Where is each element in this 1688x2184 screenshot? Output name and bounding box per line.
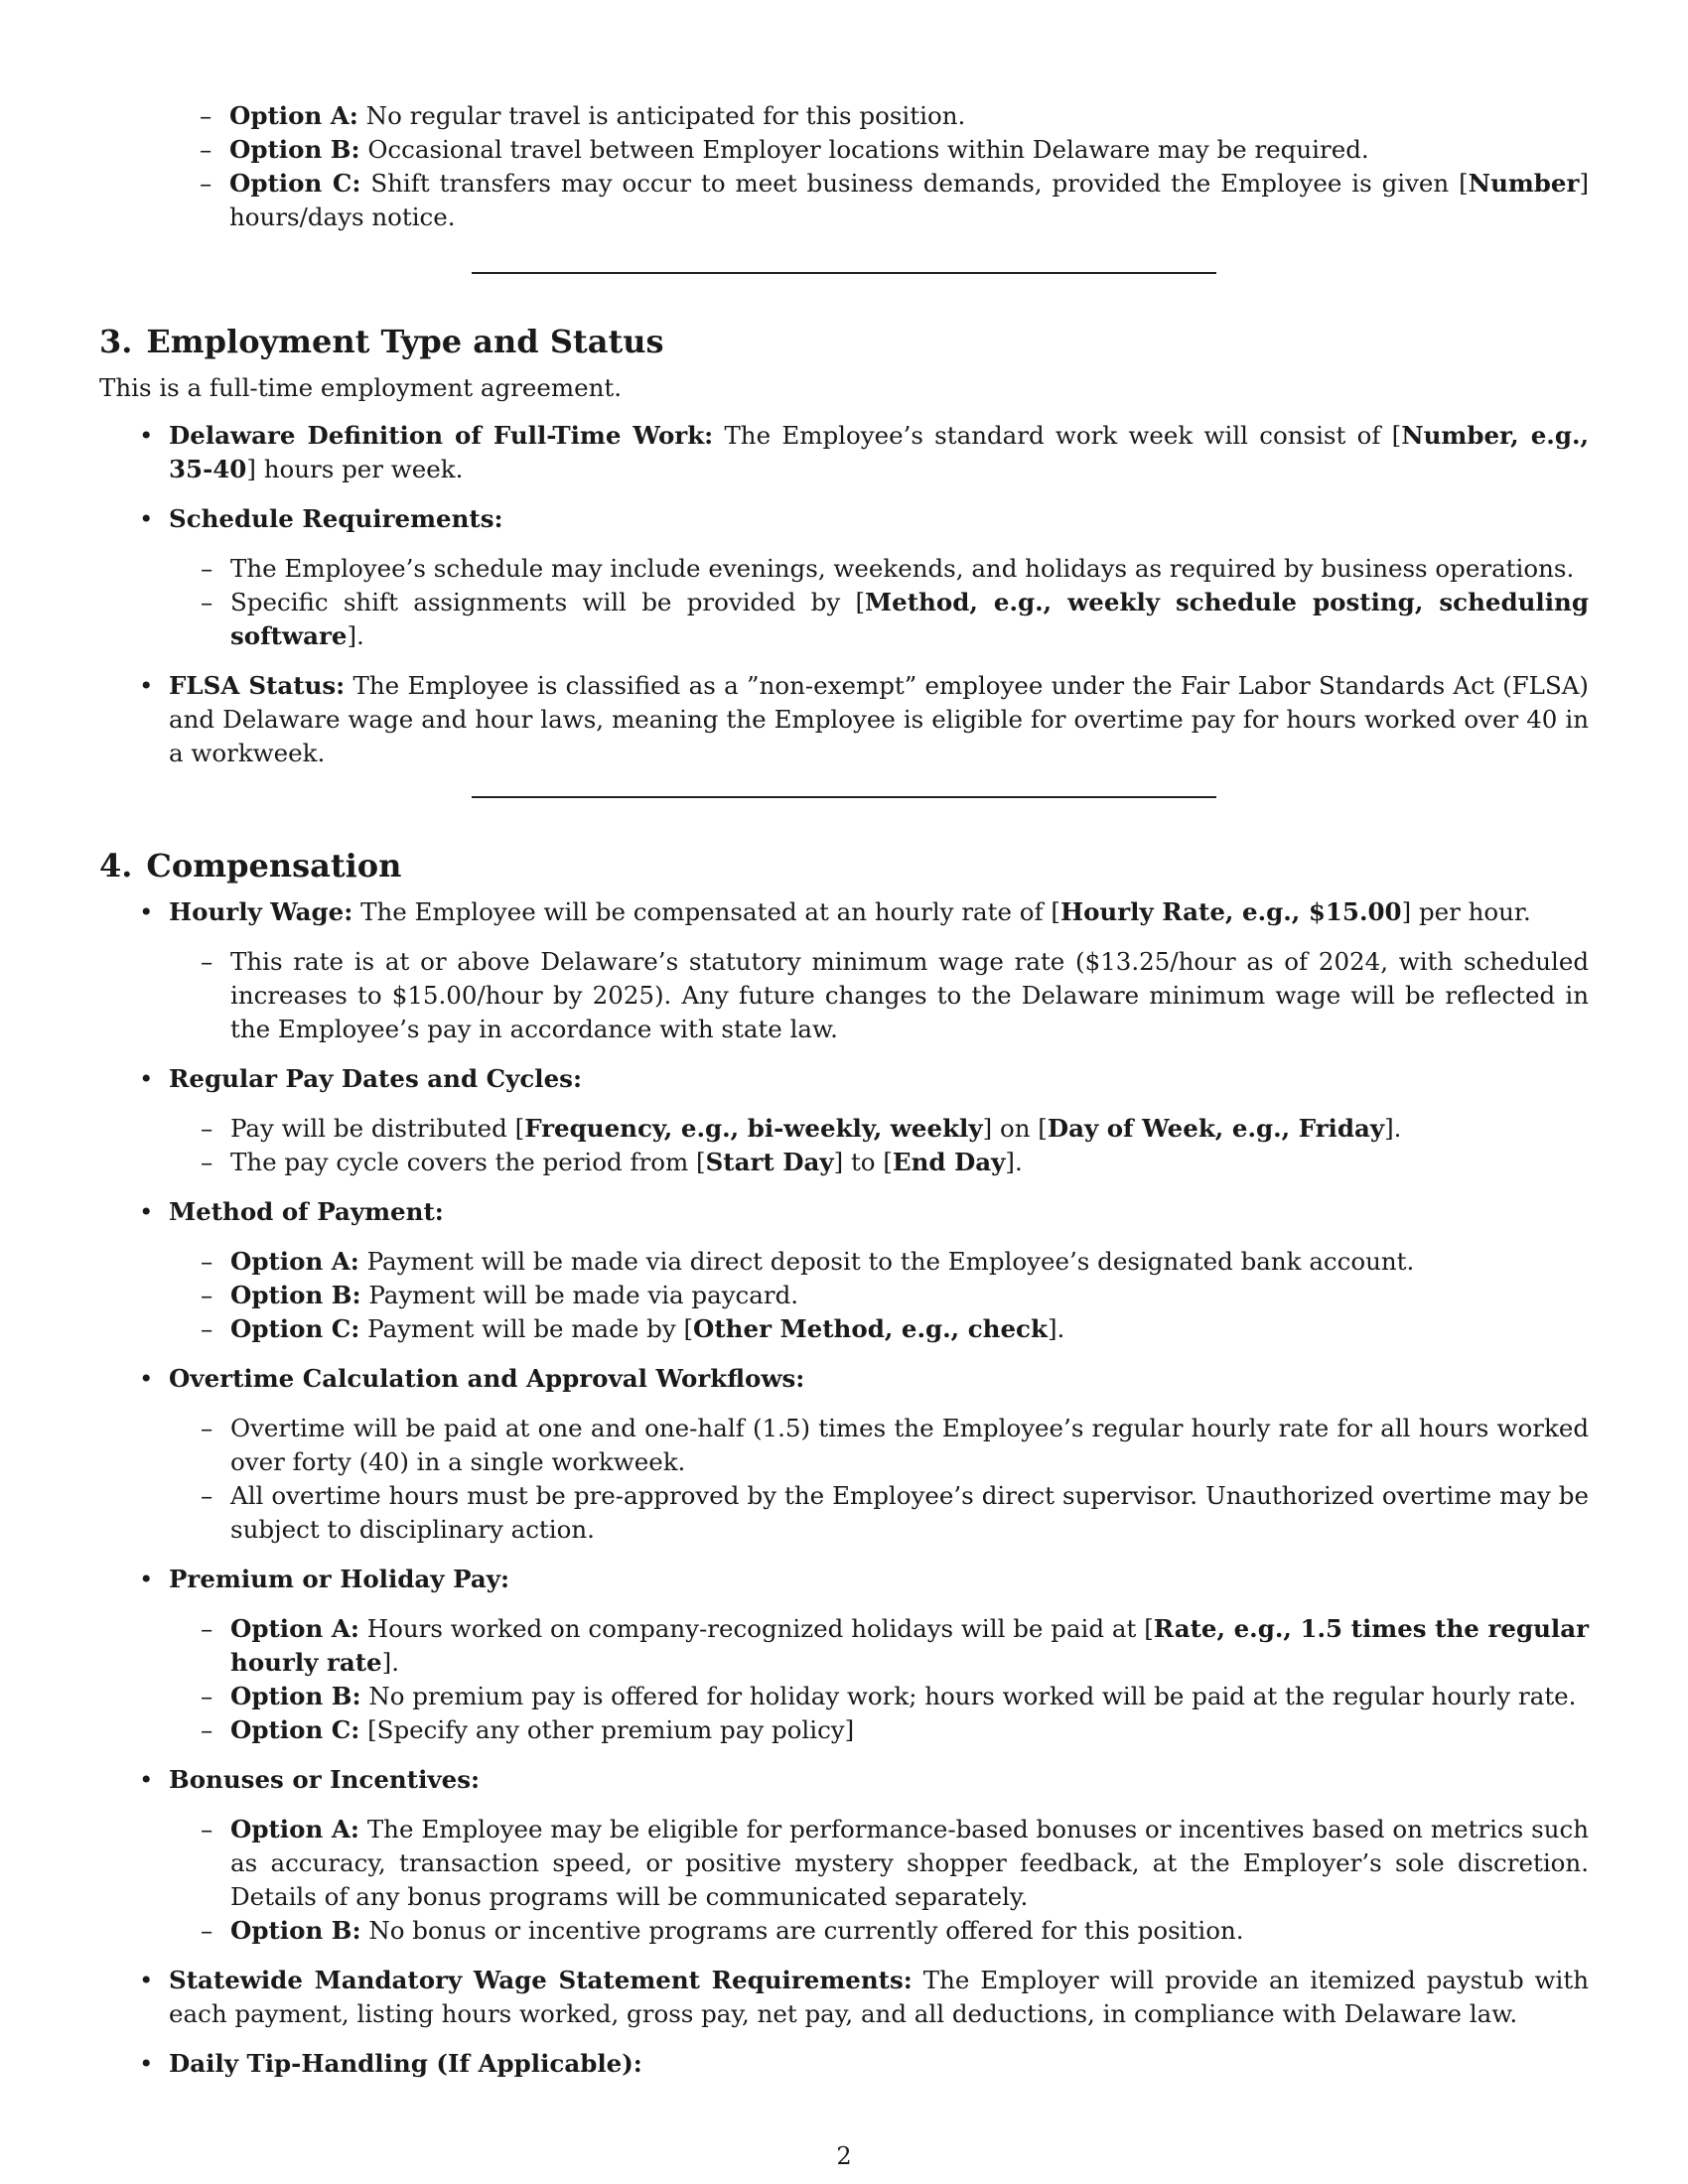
list-item: • Hourly Wage: The Employee will be compensated at an hourly rate of [Hourly Rate, e.g., $15.00] per hour. – This rate is at or above Delaware’s statutory minimum wage rate ($13.25/hour as of 2024, with scheduled increases to $15.00/hour by 2025). Any future changes to the Delaware minimum wage will be reflected in the Employee’s pay in accordance with state law. (169, 895, 1589, 1046)
list-item: – Option B: Occasional travel between Employer locations within Delaware may be required. (229, 133, 1589, 167)
travel-options-list (99, 99, 1589, 234)
section-divider (472, 796, 1216, 798)
list-item: – Option C: Shift transfers may occur to meet business demands, provided the Employee is given [Number] hours/days notice. (229, 167, 1589, 234)
list-item: • Bonuses or Incentives: – Option A: The Employee may be eligible for performance-based bonuses or incentives based on metrics such as accuracy, transaction speed, or positive mystery shopper feedback, at the Employer’s sole discretion. Details of any bonus programs will be communicated separately. – Option B: No bonus or incentive programs are currently offered for this position. (169, 1763, 1589, 1948)
list-item: – Option A: The Employee may be eligible for performance-based bonuses or incentives based on metrics such as accuracy, transaction speed, or positive mystery shopper feedback, at the Employer’s sole discretion. Details of any bonus programs will be communicated separately. (230, 1813, 1589, 1914)
list-item: – All overtime hours must be pre-approved by the Employee’s direct supervisor. Unauthorized overtime may be subject to disciplinary action. (230, 1479, 1589, 1547)
list-item: – This rate is at or above Delaware’s statutory minimum wage rate ($13.25/hour as of 2024, with scheduled increases to $15.00/hour by 2025). Any future changes to the Delaware minimum wage will be reflected in the Employee’s pay in accordance with state law. (230, 945, 1589, 1046)
list-item: – Overtime will be paid at one and one-half (1.5) times the Employee’s regular hourly rate for all hours worked over forty (40) in a single workweek. (230, 1412, 1589, 1479)
list-item: • Delaware Definition of Full-Time Work: The Employee’s standard work week will consist of [Number, e.g., 35-40] hours per week. (169, 419, 1589, 486)
document-page (99, 99, 1589, 2097)
list-item: • Premium or Holiday Pay: – Option A: Hours worked on company-recognized holidays will be paid at [Rate, e.g., 1.5 times the regular hourly rate]. – Option B: No premium pay is offered for holiday work; hours worked will be paid at the regular hourly rate. – Option C: [Specify any other premium pay policy] (169, 1563, 1589, 1747)
list-item: – Option A: No regular travel is anticipated for this position. (229, 99, 1589, 133)
list-item: • Method of Payment: – Option A: Payment will be made via direct deposit to the Employee’s designated bank account. – Option B: Payment will be made via paycard. – Option C: Payment will be made by [Other Method, e.g., check]. (169, 1195, 1589, 1346)
list-item: – The Employee’s schedule may include evenings, weekends, and holidays as required by business operations. (230, 552, 1589, 586)
list-item: – Option B: No premium pay is offered for holiday work; hours worked will be paid at the regular hourly rate. (230, 1680, 1589, 1713)
section-3-list (99, 419, 1589, 770)
section-divider (472, 272, 1216, 274)
section-intro: This is a full-time employment agreement. (99, 373, 623, 402)
list-item: • Overtime Calculation and Approval Workflows: – Overtime will be paid at one and one-half (1.5) times the Employee’s regular hourly rate for all hours worked over forty (40) in a single workweek. – All overtime hours must be pre-approved by the Employee’s direct supervisor. Unauthorized overtime may be subject to disciplinary action. (169, 1362, 1589, 1547)
section-heading-3: 3. Employment Type and Status (99, 323, 664, 360)
list-item: – Option A: Hours worked on company-recognized holidays will be paid at [Rate, e.g., 1.5 times the regular hourly rate]. (230, 1612, 1589, 1680)
list-item: – The pay cycle covers the period from [Start Day] to [End Day]. (230, 1146, 1589, 1179)
list-item: – Option C: Payment will be made by [Other Method, e.g., check]. (230, 1312, 1589, 1346)
section-heading-4: 4. Compensation (99, 847, 402, 885)
page-number: 2 (836, 2142, 852, 2170)
list-item: – Specific shift assignments will be provided by [Method, e.g., weekly schedule posting, scheduling software]. (230, 586, 1589, 653)
list-item: • Statewide Mandatory Wage Statement Requirements: The Employer will provide an itemized paystub with each payment, listing hours worked, gross pay, net pay, and all deductions, in compliance with Delaware law. (169, 1964, 1589, 2031)
list-item: • Schedule Requirements: – The Employee’s schedule may include evenings, weekends, and holidays as required by business operations. – Specific shift assignments will be provided by [Method, e.g., weekly schedule posting, scheduling software]. (169, 502, 1589, 653)
list-item: – Pay will be distributed [Frequency, e.g., bi-weekly, weekly] on [Day of Week, e.g., Friday]. (230, 1112, 1589, 1146)
list-item: • Daily Tip-Handling (If Applicable): (169, 2047, 1589, 2081)
list-item: – Option B: Payment will be made via paycard. (230, 1279, 1589, 1312)
list-item: • Regular Pay Dates and Cycles: – Pay will be distributed [Frequency, e.g., bi-weekly, weekly] on [Day of Week, e.g., Friday]. – The pay cycle covers the period from [Start Day] to [End Day]. (169, 1062, 1589, 1179)
list-item: – Option B: No bonus or incentive programs are currently offered for this position. (230, 1914, 1589, 1948)
list-item: – Option C: [Specify any other premium pay policy] (230, 1713, 1589, 1747)
list-item: – Option A: Payment will be made via direct deposit to the Employee’s designated bank account. (230, 1245, 1589, 1279)
section-4-list (99, 895, 1589, 2081)
list-item: • FLSA Status: The Employee is classified as a ”non-exempt” employee under the Fair Labor Standards Act (FLSA) and Delaware wage and hour laws, meaning the Employee is eligible for overtime pay for hours worked over 40 in a workweek. (169, 669, 1589, 770)
